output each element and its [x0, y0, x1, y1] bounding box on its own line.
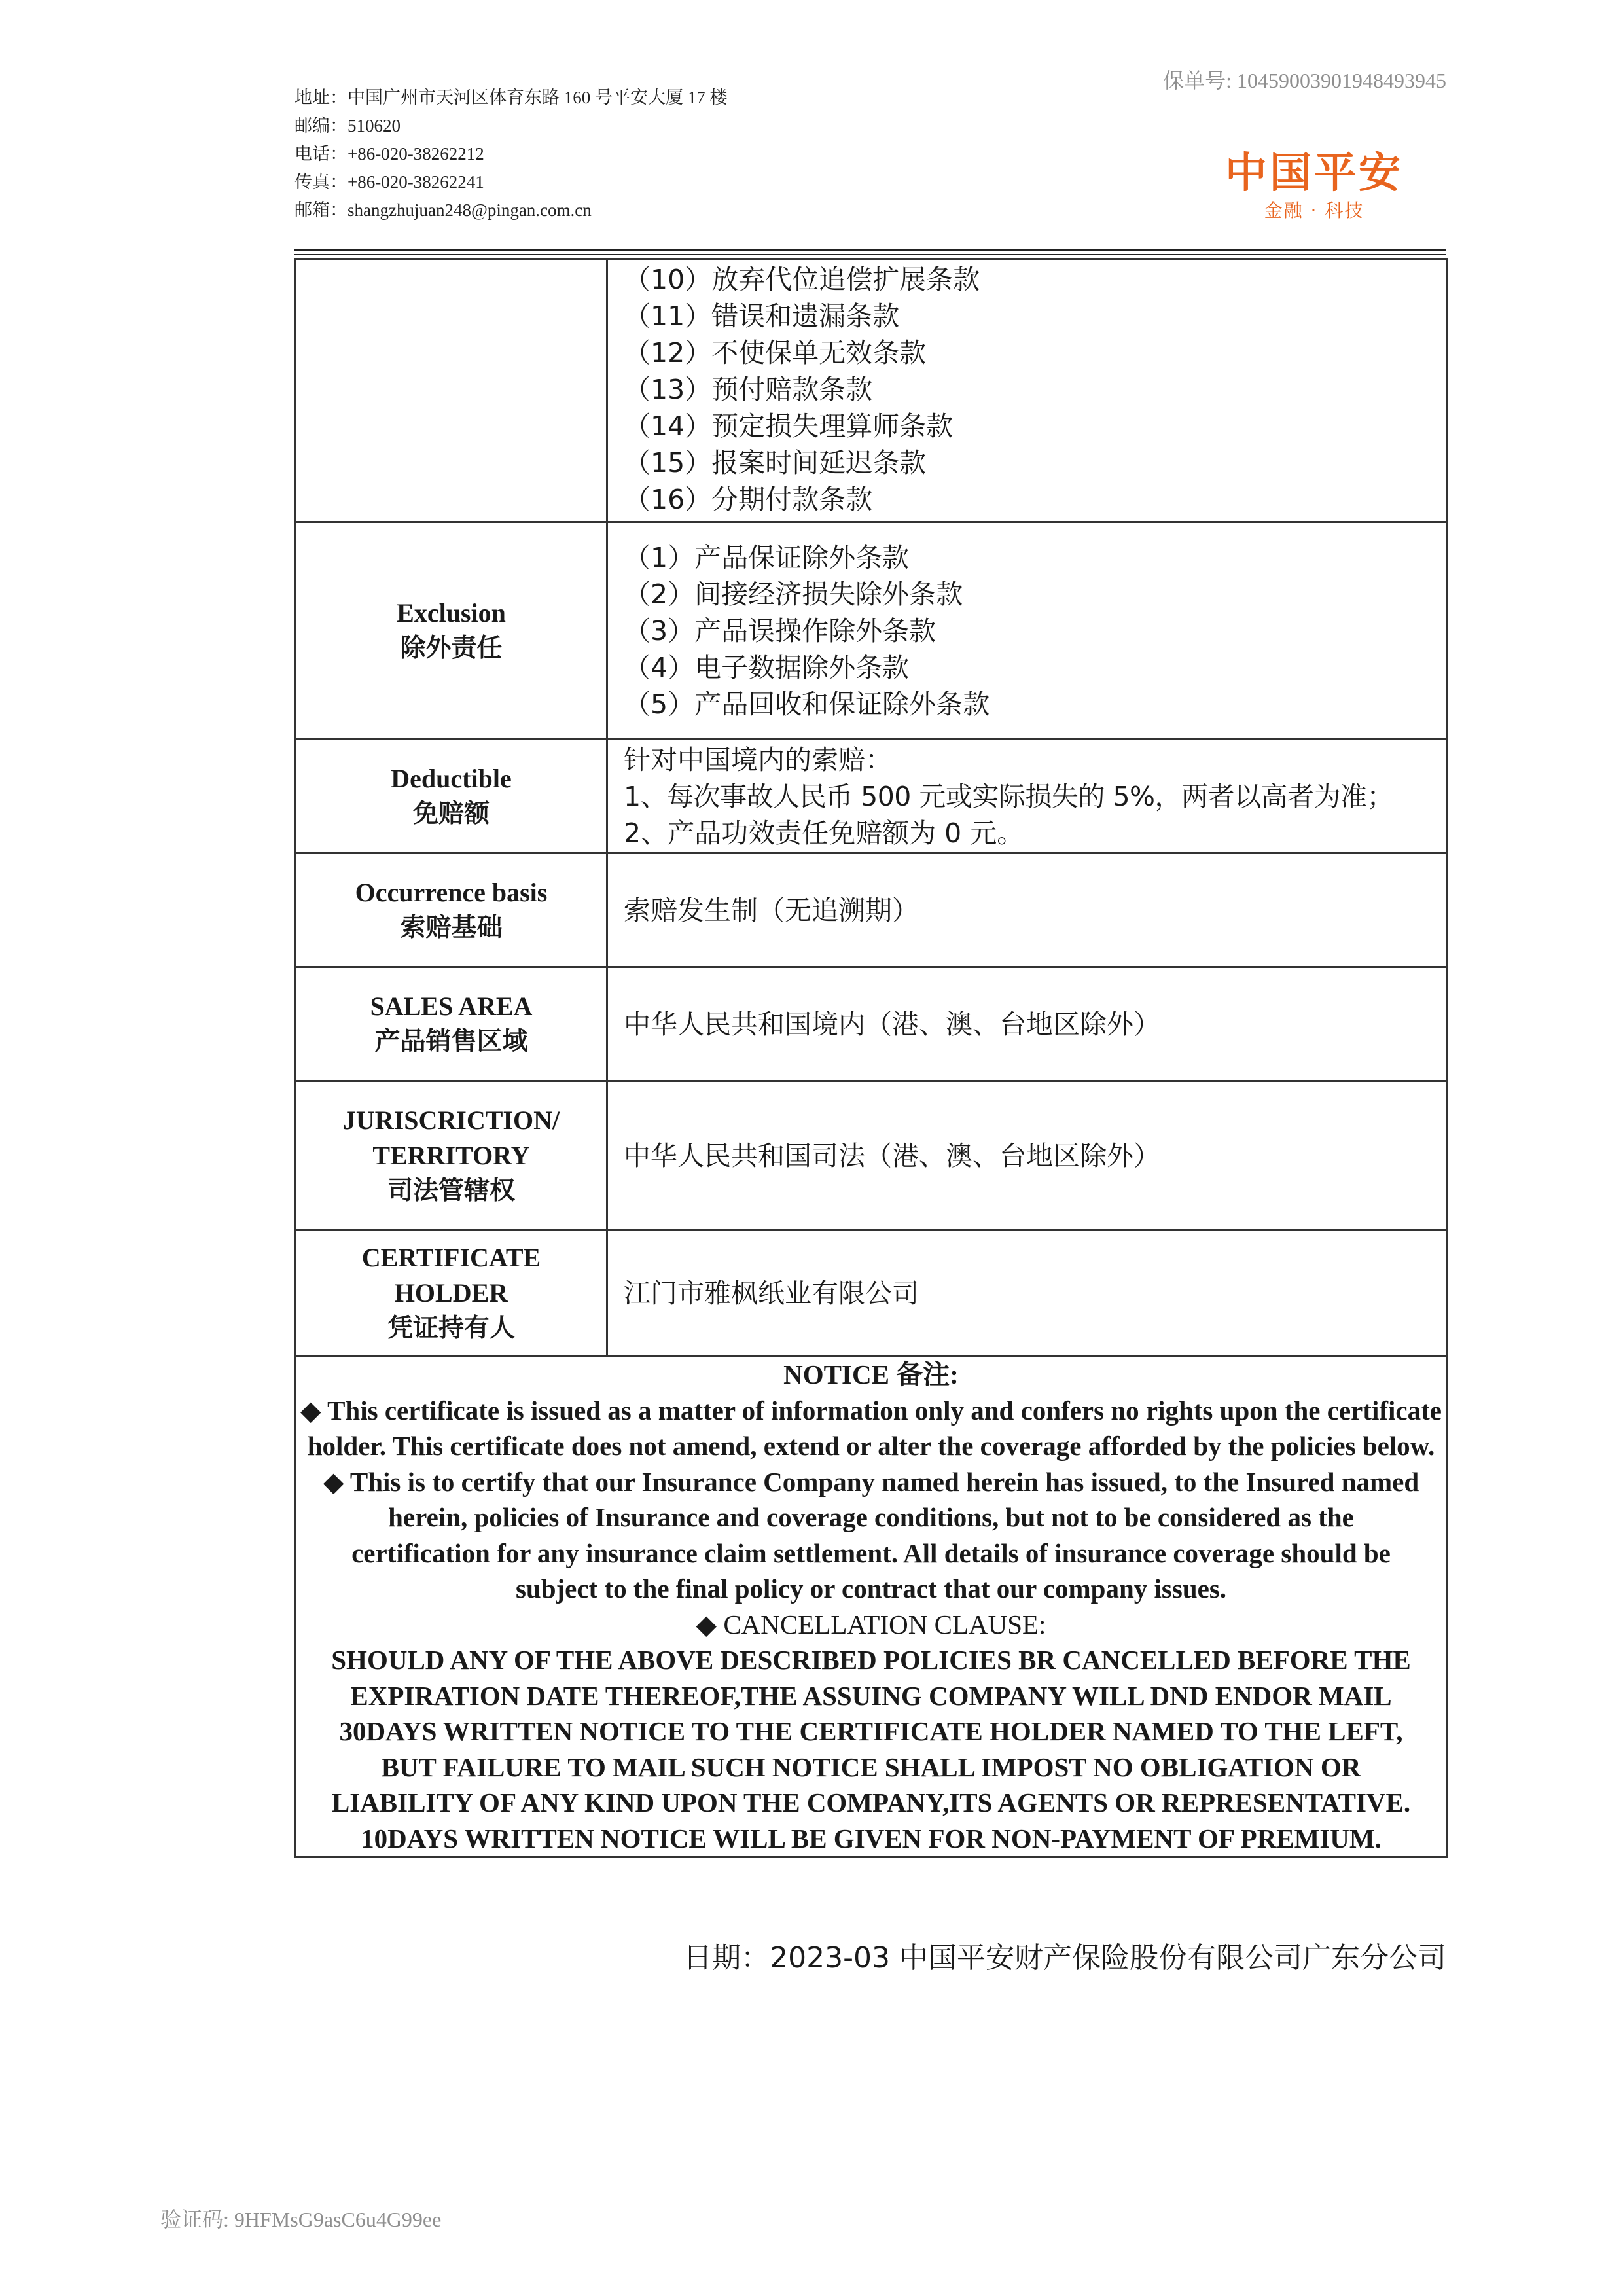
exclusion-item: （3）产品误操作除外条款 — [624, 615, 936, 647]
policy-number: 保单号: 10459003901948493945 — [1163, 69, 1446, 92]
extension-item: （14）预定损失理算师条款 — [624, 410, 954, 442]
exclusion-label-cn: 除外责任 — [400, 633, 503, 663]
phone-line: 电话：+86-020-38262212 — [294, 144, 484, 164]
extension-item: （10）放弃代位追偿扩展条款 — [624, 264, 980, 295]
deductible-line: 1、每次事故人民币 500 元或实际损失的 5%，两者以高者为准； — [624, 780, 1393, 812]
postcode-line: 邮编：510620 — [294, 116, 401, 135]
occurrence-value: 索赔发生制（无追溯期） — [624, 894, 919, 926]
occurrence-label-en: Occurrence basis — [355, 877, 548, 907]
company-logo — [1216, 151, 1412, 225]
certificate-holder-label-en-2: HOLDER — [394, 1278, 508, 1308]
occurrence-label — [296, 853, 607, 967]
extensions-row — [296, 259, 1447, 522]
exclusion-item: （5）产品回收和保证除外条款 — [624, 688, 990, 720]
jurisdiction-label-en-1: JURISCRICTION/ — [342, 1105, 560, 1135]
certificate-holder-label — [296, 1230, 607, 1356]
notice-cell — [296, 1356, 1447, 1857]
issue-date-text: 日期：2023-03 中国平安财产保险股份有限公司广东分公司 — [683, 1941, 1446, 1975]
exclusion-list — [607, 522, 1447, 740]
extension-item: （16）分期付款条款 — [624, 484, 873, 515]
jurisdiction-row — [296, 1081, 1447, 1230]
exclusion-row — [296, 522, 1447, 740]
certificate-holder-label-en-1: CERTIFICATE — [361, 1242, 541, 1272]
deductible-details — [607, 740, 1447, 853]
extensions-label-cell — [296, 259, 607, 522]
jurisdiction-value: 中华人民共和国司法（港、澳、台地区除外） — [624, 1139, 1160, 1172]
certificate-holder-value: 江门市雅枫纸业有限公司 — [624, 1277, 919, 1309]
occurrence-row — [296, 853, 1447, 967]
sales-area-label-en: SALES AREA — [370, 991, 533, 1021]
exclusion-label-en: Exclusion — [397, 598, 506, 628]
extensions-list — [607, 259, 1447, 522]
logo-tagline: 金融 · 科技 — [1264, 200, 1364, 221]
extension-item: （15）报案时间延迟条款 — [624, 447, 927, 478]
deductible-line: 2、产品功效责任免赔额为 0 元。 — [624, 817, 1024, 849]
exclusion-item: （4）电子数据除外条款 — [624, 651, 910, 683]
certificate-holder-row — [296, 1230, 1447, 1356]
sales-area-value-cell — [607, 967, 1447, 1081]
contact-block — [294, 84, 728, 224]
extension-item: （12）不使保单无效条款 — [624, 337, 927, 368]
sales-area-value: 中华人民共和国境内（港、澳、台地区除外） — [624, 1008, 1160, 1040]
certificate-holder-value-cell — [607, 1230, 1447, 1356]
verification-code: 验证码: 9HFMsG9asC6u4G99ee — [160, 2208, 442, 2231]
notice-paragraph-2: ◆ This is to certify that our Insurance Company named herein has issued, to the Insured named herein, policies of Insurance and coverage conditions, but not to be considered as the certification for any insurance claim settlement. All details of insurance coverage should be subject to the final policy or contract that our company issues. — [323, 1466, 1419, 1604]
jurisdiction-label — [296, 1081, 607, 1230]
exclusion-item: （1）产品保证除外条款 — [624, 541, 910, 573]
header-divider-thin — [294, 254, 1446, 255]
exclusion-label — [296, 522, 607, 740]
cancellation-clause: SHOULD ANY OF THE ABOVE DESCRIBED POLICIES BR CANCELLED BEFORE THE EXPIRATION DATE THEREOF,THE ASSUING COMPANY WILL DND ENDOR MAIL 30DAYS WRITTEN NOTICE TO THE CERTIFICATE HOLDER NAMED TO THE LEFT, BUT FAILURE TO MAIL SUCH NOTICE SHALL IMPOST NO OBLIGATION OR LIABILITY OF ANY KIND UPON THE COMPANY,ITS AGENTS OR REPRESENTATIVE. 10DAYS WRITTEN NOTICE WILL BE GIVEN FOR NON-PAYMENT OF PREMIUM. — [331, 1645, 1411, 1854]
deductible-label-en: Deductible — [391, 763, 512, 793]
extension-item: （13）预付赔款条款 — [624, 374, 873, 405]
notice-title: NOTICE 备注: — [783, 1359, 959, 1390]
deductible-line: 针对中国境内的索赔： — [624, 744, 892, 776]
notice-row — [296, 1356, 1447, 1857]
sales-area-row — [296, 967, 1447, 1081]
certificate-holder-label-cn: 凭证持有人 — [387, 1313, 515, 1343]
deductible-row — [296, 740, 1447, 853]
occurrence-label-cn: 索赔基础 — [400, 912, 503, 942]
deductible-label — [296, 740, 607, 853]
extension-item: （11）错误和遗漏条款 — [624, 300, 900, 332]
occurrence-value-cell — [607, 853, 1447, 967]
logo-name: 中国平安 — [1225, 149, 1403, 198]
address-line: 地址：中国广州市天河区体育东路 160 号平安大厦 17 楼 — [294, 88, 728, 107]
jurisdiction-label-en-2: TERRITORY — [372, 1140, 530, 1170]
header-divider — [294, 249, 1446, 251]
issue-date-and-issuer — [596, 1934, 1446, 1976]
fax-line: 传真：+86-020-38262241 — [294, 172, 484, 192]
certificate-table — [294, 258, 1448, 1858]
notice-paragraph-1: ◆ This certificate is issued as a matter of information only and confers no rights upon the certificate holder. This certificate does not amend, extend or alter the coverage afforded by the policies below. — [300, 1395, 1442, 1461]
exclusion-item: （2）间接经济损失除外条款 — [624, 578, 963, 610]
sales-area-label — [296, 967, 607, 1081]
sales-area-label-cn: 产品销售区域 — [374, 1026, 528, 1056]
email-line: 邮箱：shangzhujuan248@pingan.com.cn — [294, 200, 592, 220]
jurisdiction-value-cell — [607, 1081, 1447, 1230]
cancellation-title: ◆ CANCELLATION CLAUSE: — [696, 1609, 1046, 1640]
deductible-label-cn: 免赔额 — [412, 798, 490, 829]
jurisdiction-label-cn: 司法管辖权 — [387, 1175, 515, 1206]
